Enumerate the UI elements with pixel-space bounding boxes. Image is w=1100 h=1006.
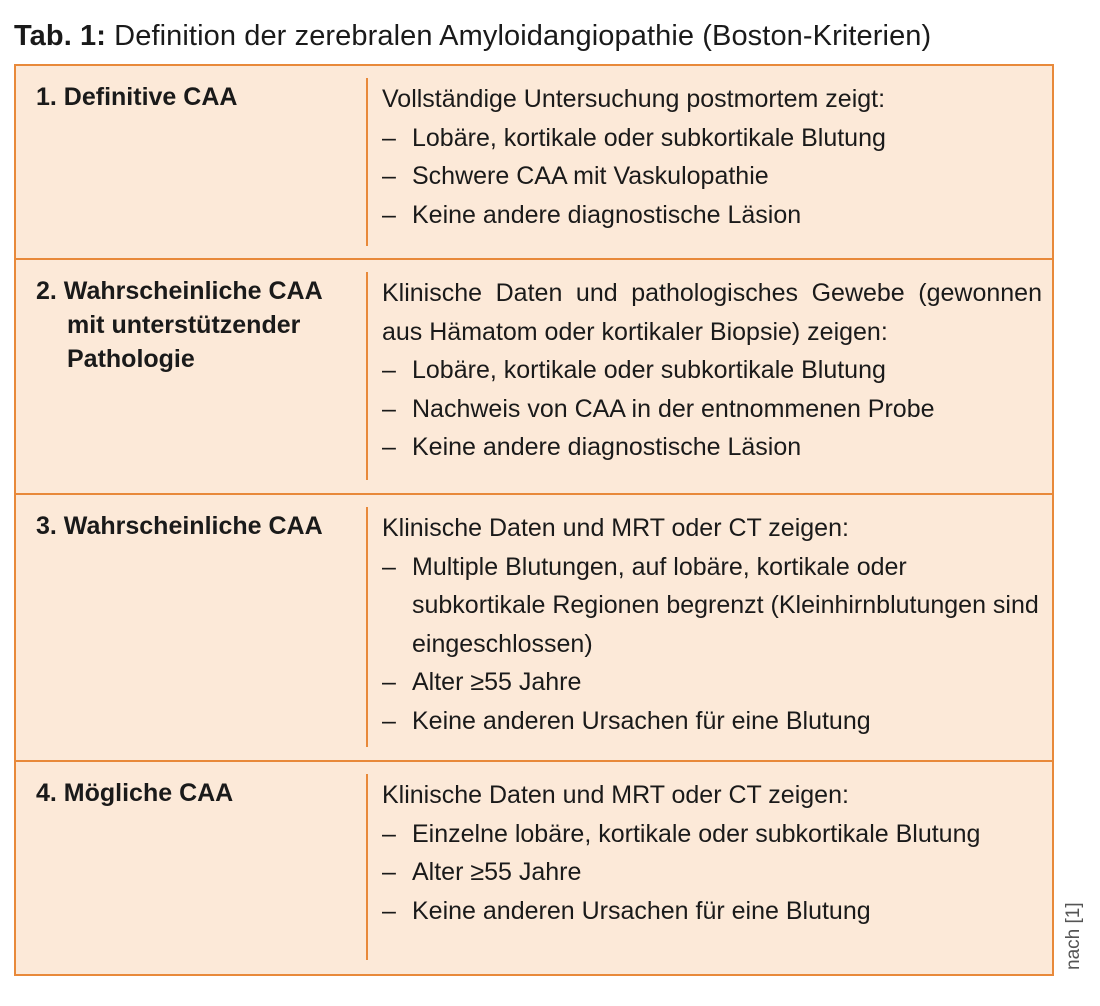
column-divider — [366, 78, 368, 246]
dash-bullet: – — [382, 433, 396, 461]
dash-bullet: – — [382, 200, 396, 229]
dash-bullet: – — [382, 356, 396, 384]
table-row — [16, 66, 1052, 258]
list-item: – Keine andere diagnostische Läsion — [382, 196, 1042, 235]
dash-bullet: – — [382, 162, 396, 190]
caption-label: Tab. 1: — [14, 20, 107, 52]
table-caption — [14, 16, 931, 56]
table-row — [16, 762, 1052, 976]
dash-bullet: – — [382, 552, 396, 581]
column-divider — [366, 774, 368, 960]
list-item: – Nachweis von CAA in der entnommenen Probe — [382, 390, 1042, 429]
row-content — [382, 509, 1042, 740]
list-item: – Keine anderen Ursachen für eine Blutung — [382, 892, 1042, 931]
row-title: 3. Wahrscheinliche CAA — [36, 512, 323, 540]
list-item: – Lobäre, kortikale oder subkortikale Blutung — [382, 119, 1042, 158]
row-intro: Vollständige Untersuchung postmortem zeigt: — [382, 85, 886, 113]
dash-bullet: – — [382, 394, 396, 423]
row-title: 1. Definitive CAA — [36, 83, 238, 111]
list-item: – Alter ≥55 Jahre — [382, 663, 1042, 702]
row-content — [382, 274, 1042, 467]
dash-bullet: – — [382, 668, 396, 696]
table-row — [16, 260, 1052, 494]
dash-bullet: – — [382, 819, 396, 848]
dash-bullet: – — [382, 123, 396, 152]
list-item: – Schwere CAA mit Vaskulopathie — [382, 157, 1042, 196]
row-content — [382, 776, 1042, 930]
table-row — [16, 495, 1052, 761]
column-divider — [366, 272, 368, 480]
list-item: – Einzelne lobäre, kortikale oder subkortikale Blutung — [382, 815, 1042, 854]
list-item: – Keine andere diagnostische Läsion — [382, 428, 1042, 467]
source-note: nach [1] — [1063, 902, 1084, 970]
row-title: 2. Wahrscheinliche CAA mit unterstützender Pathologie — [36, 277, 322, 373]
row-intro: Klinische Daten und MRT oder CT zeigen: — [382, 514, 849, 542]
dash-bullet: – — [382, 858, 396, 886]
list-item: – Alter ≥55 Jahre — [382, 853, 1042, 892]
list-item: – Multiple Blutungen, auf lobäre, kortikale oder subkortikale Regionen begrenzt (Kleinhirnblutungen sind eingeschlossen) — [382, 548, 1042, 664]
row-content — [382, 80, 1042, 234]
dash-bullet: – — [382, 896, 396, 925]
list-item: – Keine anderen Ursachen für eine Blutung — [382, 702, 1042, 741]
row-title: 4. Mögliche CAA — [36, 779, 234, 807]
column-divider — [366, 507, 368, 747]
list-item: – Lobäre, kortikale oder subkortikale Blutung — [382, 351, 1042, 390]
row-intro: Klinische Daten und MRT oder CT zeigen: — [382, 781, 849, 809]
criteria-table — [14, 64, 1054, 976]
row-intro: Klinische Daten und pathologisches Gewebe (gewonnen aus Hämatom oder kortikaler Biopsie) zeigen: — [382, 279, 1042, 346]
dash-bullet: – — [382, 706, 396, 735]
caption-text: Definition der zerebralen Amyloidangiopathie (Boston-Kriterien) — [106, 20, 932, 52]
